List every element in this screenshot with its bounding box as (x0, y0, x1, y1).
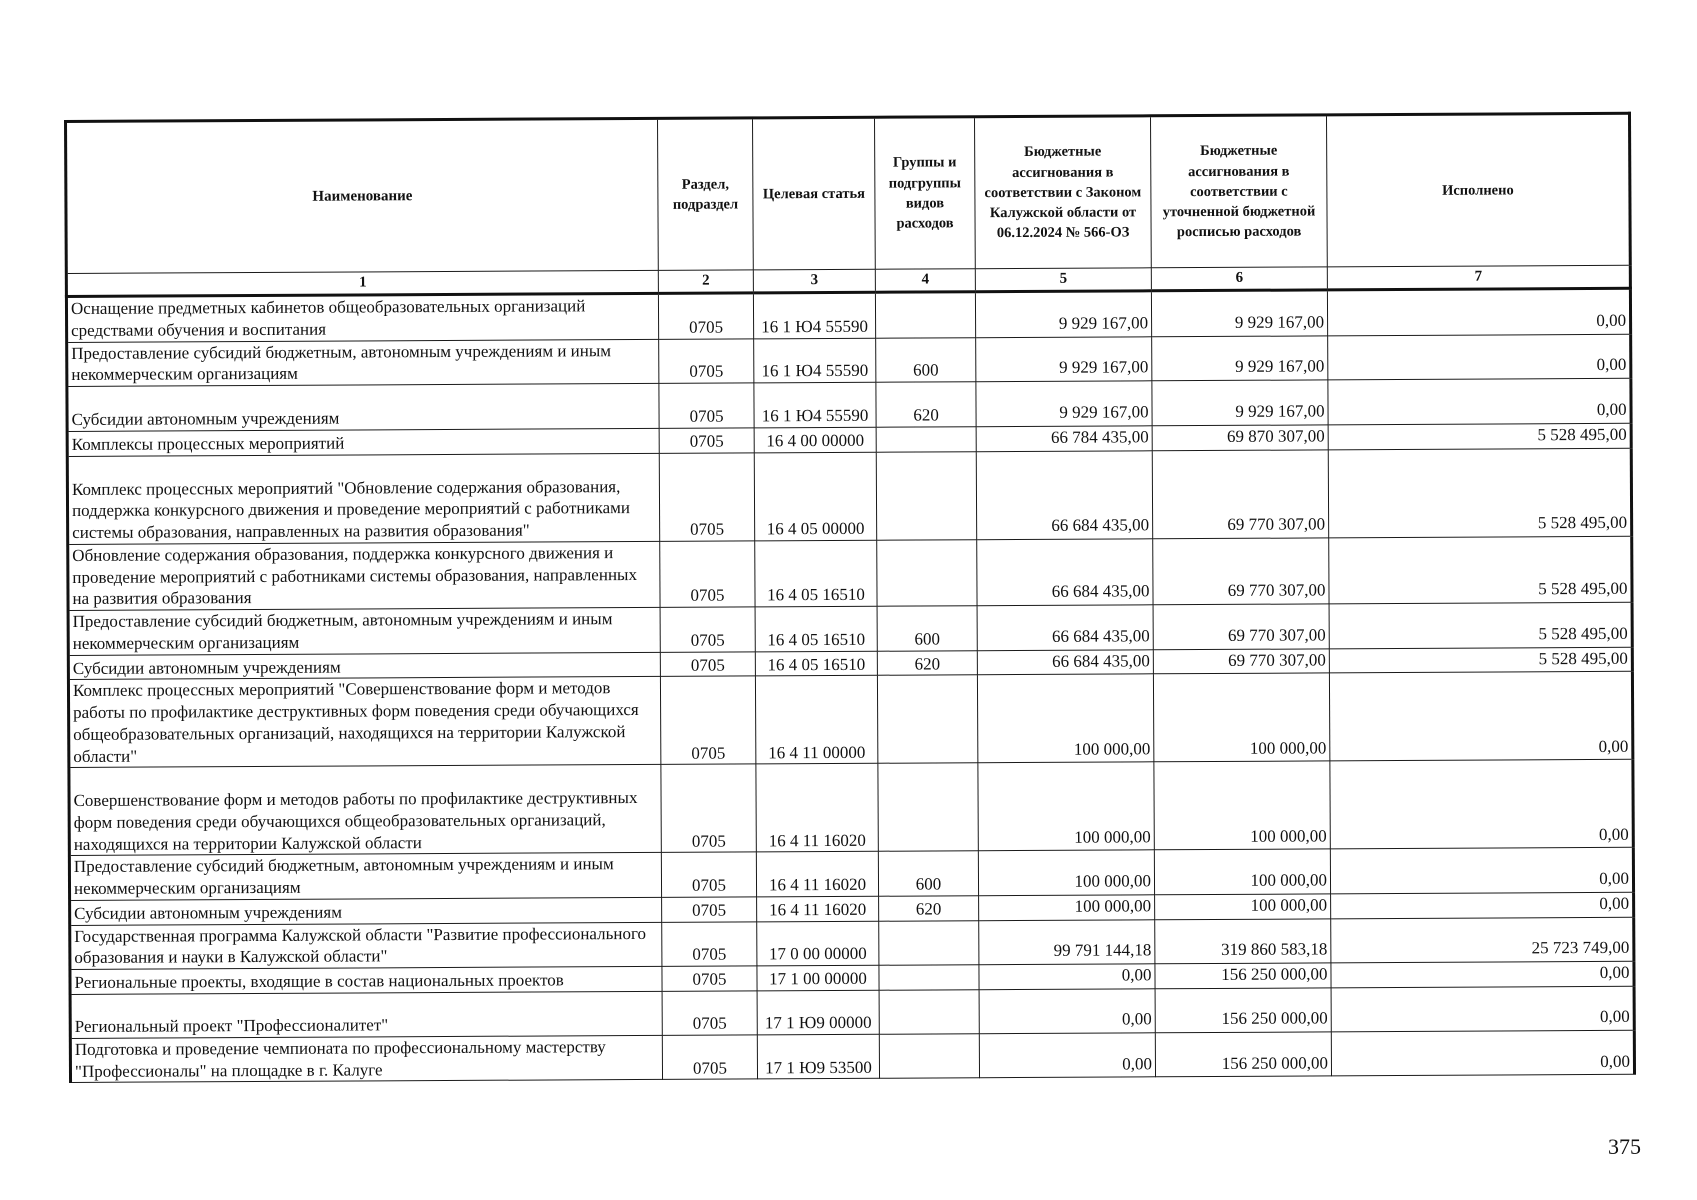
row-law-amount: 99 791 144,18 (979, 919, 1155, 964)
table-row (68, 536, 1632, 610)
row-group: 620 (876, 382, 976, 428)
row-section: 0705 (662, 1035, 757, 1080)
row-name: Комплексы процессных мероприятий (67, 428, 659, 456)
header-groups: Группы и подгруппы видов расходов (874, 117, 975, 270)
row-target: 16 4 11 16020 (757, 896, 879, 921)
row-section: 0705 (662, 921, 757, 966)
row-law-amount: 100 000,00 (978, 762, 1154, 851)
row-refined-amount: 69 770 307,00 (1152, 450, 1328, 539)
row-group (879, 965, 979, 990)
row-name: Предоставление субсидий бюджетным, автономным учреждениям и иным некоммерческим организациям (68, 607, 660, 655)
row-target: 16 4 11 00000 (755, 675, 877, 764)
column-number: 1 (66, 270, 658, 296)
row-law-amount: 100 000,00 (977, 674, 1153, 763)
table-row (69, 760, 1633, 856)
row-law-amount: 100 000,00 (978, 850, 1154, 895)
row-refined-amount: 69 770 307,00 (1153, 648, 1329, 674)
row-name: Обновление содержания образования, поддержка конкурсного движения и проведение мероприятий с работниками системы образования, направленных на развития образования (68, 541, 660, 610)
header-name: Наименование (66, 118, 659, 273)
row-section: 0705 (659, 383, 754, 428)
row-executed-amount: 25 723 749,00 (1331, 917, 1634, 963)
row-name: Субсидии автономным учреждениям (68, 652, 660, 680)
header-section: Раздел, подраздел (657, 118, 753, 270)
row-refined-amount: 156 250 000,00 (1155, 1032, 1331, 1077)
row-executed-amount: 0,00 (1331, 1030, 1634, 1076)
row-section: 0705 (659, 338, 754, 383)
row-group: 600 (876, 337, 976, 382)
row-name: Оснащение предметных кабинетов общеобразовательных организаций средствами обучения и воспитания (66, 293, 658, 342)
row-executed-amount: 0,00 (1330, 848, 1633, 894)
row-name: Предоставление субсидий бюджетным, автономным учреждениям и иным некоммерческим организациям (67, 339, 659, 387)
row-group (876, 427, 976, 452)
row-group (878, 763, 978, 852)
row-executed-amount: 5 528 495,00 (1328, 423, 1631, 449)
header-refined: Бюджетные ассигнования в соответствии с уточненной бюджетной росписью расходов (1150, 115, 1327, 268)
row-refined-amount: 69 770 307,00 (1153, 604, 1329, 649)
row-group (877, 539, 977, 606)
row-refined-amount: 156 250 000,00 (1155, 963, 1331, 989)
row-law-amount: 0,00 (979, 989, 1155, 1034)
row-refined-amount: 100 000,00 (1153, 673, 1329, 762)
row-name: Региональные проекты, входящие в состав национальных проектов (70, 966, 662, 994)
row-target: 17 1 Ю9 00000 (757, 990, 879, 1035)
header-target: Целевая статья (752, 117, 875, 270)
row-target: 16 4 11 16020 (756, 763, 878, 852)
row-group: 600 (877, 606, 977, 651)
table-body (66, 288, 1634, 1082)
row-name: Комплекс процессных мероприятий "Совершенствование форм и методов работы по профилактике деструктивных форм поведения среди обучающихся общеобразовательных организаций, находящихся на территории Калужской области" (68, 677, 660, 768)
row-executed-amount: 0,00 (1331, 892, 1634, 918)
row-section: 0705 (660, 607, 755, 652)
row-target: 16 4 11 16020 (756, 851, 878, 896)
row-executed-amount: 5 528 495,00 (1328, 448, 1631, 538)
header-law: Бюджетные ассигнования в соответствии с Законом Калужской области от 06.12.2024 № 566-ОЗ (974, 116, 1151, 269)
row-executed-amount: 0,00 (1331, 986, 1634, 1032)
header-executed: Исполнено (1326, 113, 1630, 267)
row-target: 16 4 05 00000 (754, 452, 876, 541)
table-row (70, 1030, 1634, 1083)
row-target: 16 4 05 16510 (755, 606, 877, 651)
row-group (876, 451, 976, 540)
row-refined-amount: 100 000,00 (1154, 761, 1330, 850)
row-law-amount: 66 684 435,00 (977, 605, 1153, 650)
row-refined-amount: 9 929 167,00 (1152, 335, 1328, 380)
row-law-amount: 9 929 167,00 (976, 381, 1152, 427)
row-refined-amount: 69 870 307,00 (1152, 425, 1328, 451)
row-target: 17 1 00 00000 (757, 965, 879, 990)
row-group (879, 989, 979, 1034)
row-section: 0705 (662, 897, 757, 922)
row-executed-amount: 0,00 (1327, 288, 1630, 335)
row-executed-amount: 5 528 495,00 (1329, 536, 1632, 604)
table-header-row (66, 113, 1631, 273)
row-law-amount: 0,00 (979, 964, 1155, 990)
row-target: 16 4 05 16510 (755, 651, 877, 676)
row-target: 16 4 00 00000 (754, 427, 876, 452)
row-refined-amount: 9 929 167,00 (1151, 290, 1327, 336)
row-name: Предоставление субсидий бюджетным, автономным учреждениям и иным некоммерческим организациям (69, 853, 661, 901)
row-refined-amount: 100 000,00 (1154, 849, 1330, 894)
row-section: 0705 (659, 453, 754, 541)
row-name: Подготовка и проведение чемпионата по профессиональному мастерству "Профессионалы" на площадке в г. Калуге (70, 1035, 662, 1083)
row-name: Государственная программа Калужской области "Развитие профессионального образования и науки в Калужской области" (70, 922, 662, 970)
row-group: 620 (877, 650, 977, 675)
row-name: Совершенствование форм и методов работы по профилактике деструктивных форм поведения среди обучающихся общеобразовательных организаций, находящихся на территории Калужской области (69, 765, 661, 856)
column-number: 5 (975, 268, 1151, 292)
row-group: 600 (878, 851, 978, 896)
row-section: 0705 (662, 991, 757, 1035)
row-executed-amount: 0,00 (1328, 334, 1631, 380)
column-number: 2 (658, 270, 753, 293)
row-target: 16 4 05 16510 (755, 540, 877, 607)
row-target: 16 1 Ю4 55590 (754, 338, 876, 383)
row-law-amount: 66 684 435,00 (976, 451, 1152, 540)
budget-table-sheet (64, 112, 1633, 1083)
row-refined-amount: 156 250 000,00 (1155, 988, 1331, 1033)
row-law-amount: 0,00 (979, 1033, 1155, 1078)
row-refined-amount: 9 929 167,00 (1152, 380, 1328, 426)
budget-table (64, 112, 1636, 1083)
column-number: 6 (1151, 267, 1327, 291)
row-target: 17 1 Ю9 53500 (757, 1034, 879, 1079)
row-section: 0705 (661, 852, 756, 897)
row-target: 17 0 00 00000 (757, 921, 879, 966)
column-number: 3 (753, 269, 875, 293)
row-name: Субсидии автономным учреждениям (67, 383, 659, 431)
row-section: 0705 (660, 541, 755, 608)
row-executed-amount: 0,00 (1328, 378, 1631, 425)
row-executed-amount: 0,00 (1329, 672, 1632, 762)
row-name: Региональный проект "Профессионалитет" (70, 991, 662, 1038)
row-section: 0705 (661, 764, 756, 852)
table-row (67, 448, 1631, 544)
row-refined-amount: 319 860 583,18 (1155, 918, 1331, 963)
row-target: 16 1 Ю4 55590 (754, 382, 876, 428)
row-group (879, 1033, 979, 1078)
table-row (68, 672, 1632, 768)
row-law-amount: 9 929 167,00 (976, 336, 1152, 381)
row-law-amount: 66 784 435,00 (976, 426, 1152, 452)
row-executed-amount: 0,00 (1331, 961, 1634, 987)
row-group (879, 920, 979, 965)
row-section: 0705 (660, 651, 755, 676)
row-group (875, 292, 975, 338)
row-executed-amount: 0,00 (1330, 760, 1633, 850)
row-refined-amount: 100 000,00 (1155, 894, 1331, 920)
row-section: 0705 (660, 676, 755, 764)
table-row (67, 378, 1631, 431)
page-number: 375 (1608, 1134, 1641, 1159)
column-number: 4 (875, 269, 975, 293)
row-law-amount: 66 684 435,00 (977, 539, 1153, 606)
row-executed-amount: 5 528 495,00 (1329, 602, 1632, 648)
row-law-amount: 100 000,00 (979, 895, 1155, 921)
row-executed-amount: 5 528 495,00 (1329, 647, 1632, 673)
row-section: 0705 (662, 966, 757, 991)
row-group (877, 675, 977, 764)
column-number: 7 (1327, 265, 1630, 290)
row-law-amount: 66 684 435,00 (977, 649, 1153, 675)
row-section: 0705 (658, 293, 753, 339)
row-law-amount: 9 929 167,00 (975, 291, 1151, 337)
row-target: 16 1 Ю4 55590 (753, 292, 875, 338)
table-row (66, 288, 1630, 342)
row-refined-amount: 69 770 307,00 (1153, 538, 1329, 605)
row-name: Комплекс процессных мероприятий "Обновление содержания образования, поддержка конкурсного движения и проведение мероприятий с работниками системы образования, направленных на развития образования" (67, 453, 659, 544)
row-group: 620 (879, 895, 979, 920)
row-name: Субсидии автономным учреждениям (70, 897, 662, 925)
row-section: 0705 (659, 428, 754, 453)
